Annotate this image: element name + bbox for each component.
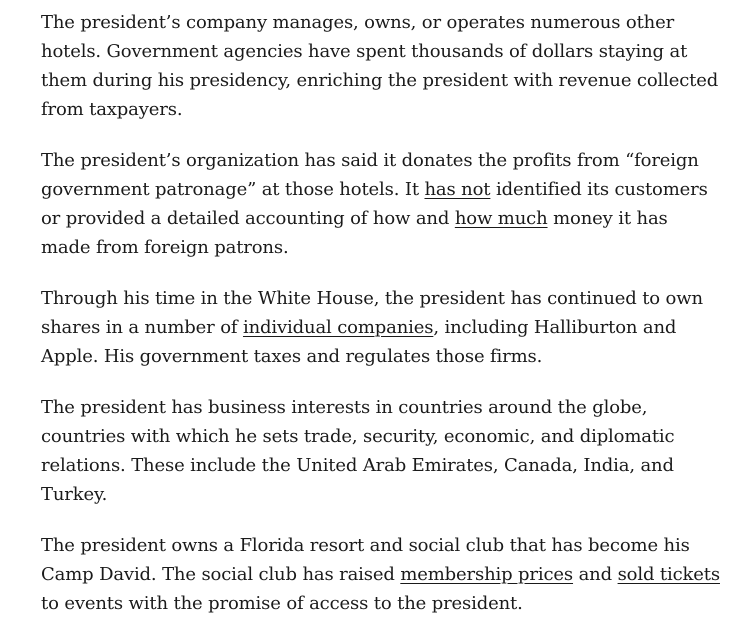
sold-tickets-link[interactable]: sold tickets — [617, 564, 720, 585]
paragraph-foreign-patronage — [41, 146, 721, 262]
paragraph-business-interests — [41, 393, 721, 509]
paragraph-florida-resort — [41, 531, 721, 618]
article-body — [41, 8, 721, 640]
how-much-link[interactable]: how much — [454, 208, 548, 229]
paragraph-text: , including Halliburton and Apple. His government taxes and regulates those firms. — [41, 317, 677, 367]
individual-companies-link[interactable]: individual companies — [242, 317, 434, 338]
paragraph-hotels — [41, 8, 721, 124]
paragraph-text: Through his time in the White House, the president has continued to own shares in a number of — [41, 288, 703, 338]
has-not-link[interactable]: has not — [424, 179, 491, 200]
paragraph-text: identified its customers or provided a detailed accounting of how and — [41, 179, 708, 229]
membership-prices-link[interactable]: membership prices — [400, 564, 574, 585]
paragraph-text: The president owns a Florida resort and social club that has become his Camp David. The social club has raised — [41, 535, 690, 585]
paragraph-text: and — [573, 564, 618, 585]
paragraph-text: to events with the promise of access to the president. — [41, 593, 523, 614]
paragraph-text: money it has made from foreign patrons. — [41, 208, 668, 258]
paragraph-shares — [41, 284, 721, 371]
paragraph-text: The president’s organization has said it donates the profits from “foreign government patronage” at those hotels. It — [41, 150, 699, 200]
paragraph-text: The president’s company manages, owns, or operates numerous other hotels. Government agencies have spent thousands of dollars staying at them during his presidency, enriching the president with revenue collected from taxpayers. — [41, 12, 719, 120]
paragraph-text: The president has business interests in countries around the globe, countries with which he sets trade, security, economic, and diplomatic relations. These include the United Arab Emirates, Canada, India, and Turkey. — [41, 397, 675, 505]
